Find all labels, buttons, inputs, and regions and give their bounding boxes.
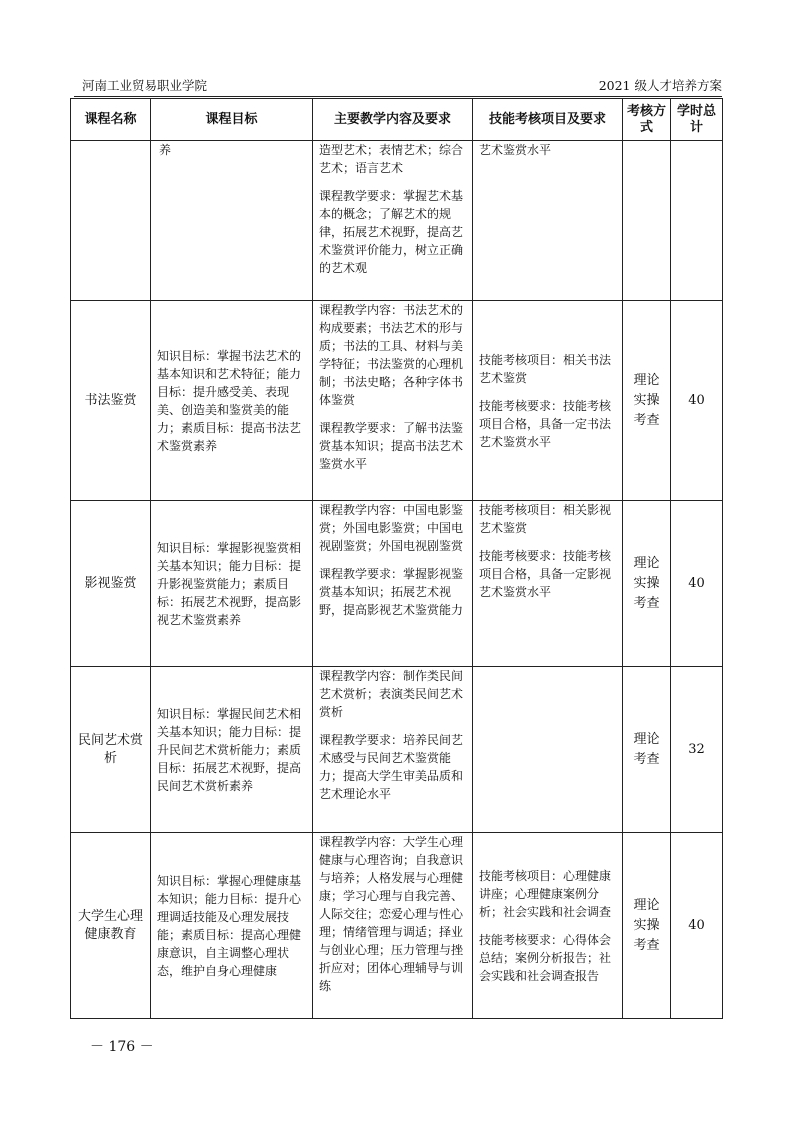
- course-method: 理论实操考查: [623, 501, 671, 667]
- table-row: [71, 667, 723, 833]
- table-row: [71, 301, 723, 501]
- course-hours: 40: [671, 833, 723, 1019]
- page-number: － 176 －: [90, 1039, 154, 1055]
- col-header-name: 课程名称: [71, 99, 151, 141]
- course-skill: [473, 667, 623, 833]
- course-method: [623, 141, 671, 301]
- course-goal-text: 养: [159, 143, 172, 157]
- course-goal: [151, 833, 313, 1019]
- content-part-b: 课程教学要求：培养民间艺术感受与民间艺术鉴赏能力；提高大学生审美品质和艺术理论水平: [319, 733, 464, 801]
- content-part-b: 课程教学要求：掌握影视鉴赏基本知识；拓展艺术视野，提高影视艺术鉴赏能力: [319, 567, 464, 617]
- skill-part-b: 技能考核要求：技能考核项目合格，具备一定影视艺术鉴赏水平: [479, 549, 612, 599]
- col-header-hours: 学时总计: [671, 99, 723, 141]
- content-part-b: 课程教学要求：掌握艺术基本的概念；了解艺术的规律，拓展艺术视野，提高艺术鉴赏评价能力，树立正确的艺术观: [319, 189, 464, 275]
- table-row: [71, 141, 723, 301]
- course-name: 书法鉴赏: [71, 301, 151, 501]
- header-plan-title: 2021 级人才培养方案: [598, 78, 722, 93]
- course-method: 理论实操考查: [623, 301, 671, 501]
- header-school-name: 河南工业贸易职业学院: [82, 78, 208, 93]
- skill-part-a: 技能考核项目：相关影视艺术鉴赏: [479, 503, 612, 535]
- course-content: [313, 301, 473, 501]
- course-content: [313, 667, 473, 833]
- skill-part-a: 艺术鉴赏水平: [479, 143, 552, 157]
- col-header-method: 考核方式: [623, 99, 671, 141]
- table-row: [71, 501, 723, 667]
- course-method: 理论实操考查: [623, 833, 671, 1019]
- skill-part-a: 技能考核项目：相关书法艺术鉴赏: [479, 352, 612, 385]
- course-goal-text: 知识目标：掌握书法艺术的基本知识和艺术特征；能力目标：提升感受美、表现美、创造美和鉴赏美的能力；素质目标：提高书法艺术鉴赏素养: [157, 348, 302, 453]
- course-name: 民间艺术赏析: [71, 667, 151, 833]
- course-name: 大学生心理健康教育: [71, 833, 151, 1019]
- course-name: [71, 141, 151, 301]
- course-goal: [151, 501, 313, 667]
- course-skill: [473, 501, 623, 667]
- col-header-goal: 课程目标: [151, 99, 313, 141]
- course-hours: [671, 141, 723, 301]
- content-part-a: 课程教学内容：制作类民间艺术赏析；表演类民间艺术赏析: [319, 669, 464, 719]
- col-header-skill: 技能考核项目及要求: [473, 99, 623, 141]
- course-skill: [473, 301, 623, 501]
- content-part-a: 课程教学内容：中国电影鉴赏；外国电影鉴赏；中国电视剧鉴赏；外国电视剧鉴赏: [319, 503, 464, 553]
- skill-part-a: 技能考核项目：心理健康讲座；心理健康案例分析；社会实践和社会调查: [479, 868, 612, 919]
- course-goal: [151, 141, 313, 301]
- course-content: [313, 833, 473, 1019]
- course-hours: 40: [671, 501, 723, 667]
- skill-part-b: 技能考核要求：技能考核项目合格，具备一定书法艺术鉴赏水平: [479, 398, 612, 449]
- course-content: [313, 141, 473, 301]
- course-content: [313, 501, 473, 667]
- header-rule: [74, 96, 722, 97]
- table-row: [71, 833, 723, 1019]
- col-header-content: 主要教学内容及要求: [313, 99, 473, 141]
- course-method: 理论考查: [623, 667, 671, 833]
- course-goal: [151, 667, 313, 833]
- course-name: 影视鉴赏: [71, 501, 151, 667]
- skill-part-b: 技能考核要求：心得体会总结；案例分析报告；社会实践和社会调查报告: [479, 932, 612, 983]
- course-goal-text: 知识目标：掌握心理健康基本知识；能力目标：提升心理调适技能及心理发展技能；素质目标：提高心理健康意识，自主调整心理状态，维护自身心理健康: [157, 873, 302, 978]
- course-hours: 32: [671, 667, 723, 833]
- curriculum-table: [70, 98, 723, 1019]
- content-part-b: 课程教学要求：了解书法鉴赏基本知识；提高书法艺术鉴赏水平: [319, 421, 464, 471]
- table-header-row: [71, 99, 723, 141]
- content-part-a: 课程教学内容：书法艺术的构成要素；书法艺术的形与质；书法的工具、材料与美学特征；书法鉴赏的心理机制；书法史略；各种字体书体鉴赏: [319, 303, 464, 407]
- content-part-a: 课程教学内容：大学生心理健康与心理咨询；自我意识与培养；人格发展与心理健康；学习心理与自我完善、人际交往；恋爱心理与性心理；情绪管理与调适；择业与创业心理；压力管理与挫折应对；团体心理辅导与训练: [319, 835, 464, 993]
- course-goal: [151, 301, 313, 501]
- course-skill: [473, 141, 623, 301]
- content-part-a: 造型艺术；表情艺术；综合艺术；语言艺术: [319, 143, 464, 175]
- page-header: [74, 76, 722, 96]
- course-skill: [473, 833, 623, 1019]
- course-goal-text: 知识目标：掌握民间艺术相关基本知识；能力目标：提升民间艺术赏析能力；素质目标：拓展艺术视野，提高民间艺术赏析素养: [157, 706, 302, 793]
- course-goal-text: 知识目标：掌握影视鉴赏相关基本知识；能力目标：提升影视鉴赏能力；素质目标：拓展艺术视野，提高影视艺术鉴赏素养: [157, 540, 302, 627]
- course-hours: 40: [671, 301, 723, 501]
